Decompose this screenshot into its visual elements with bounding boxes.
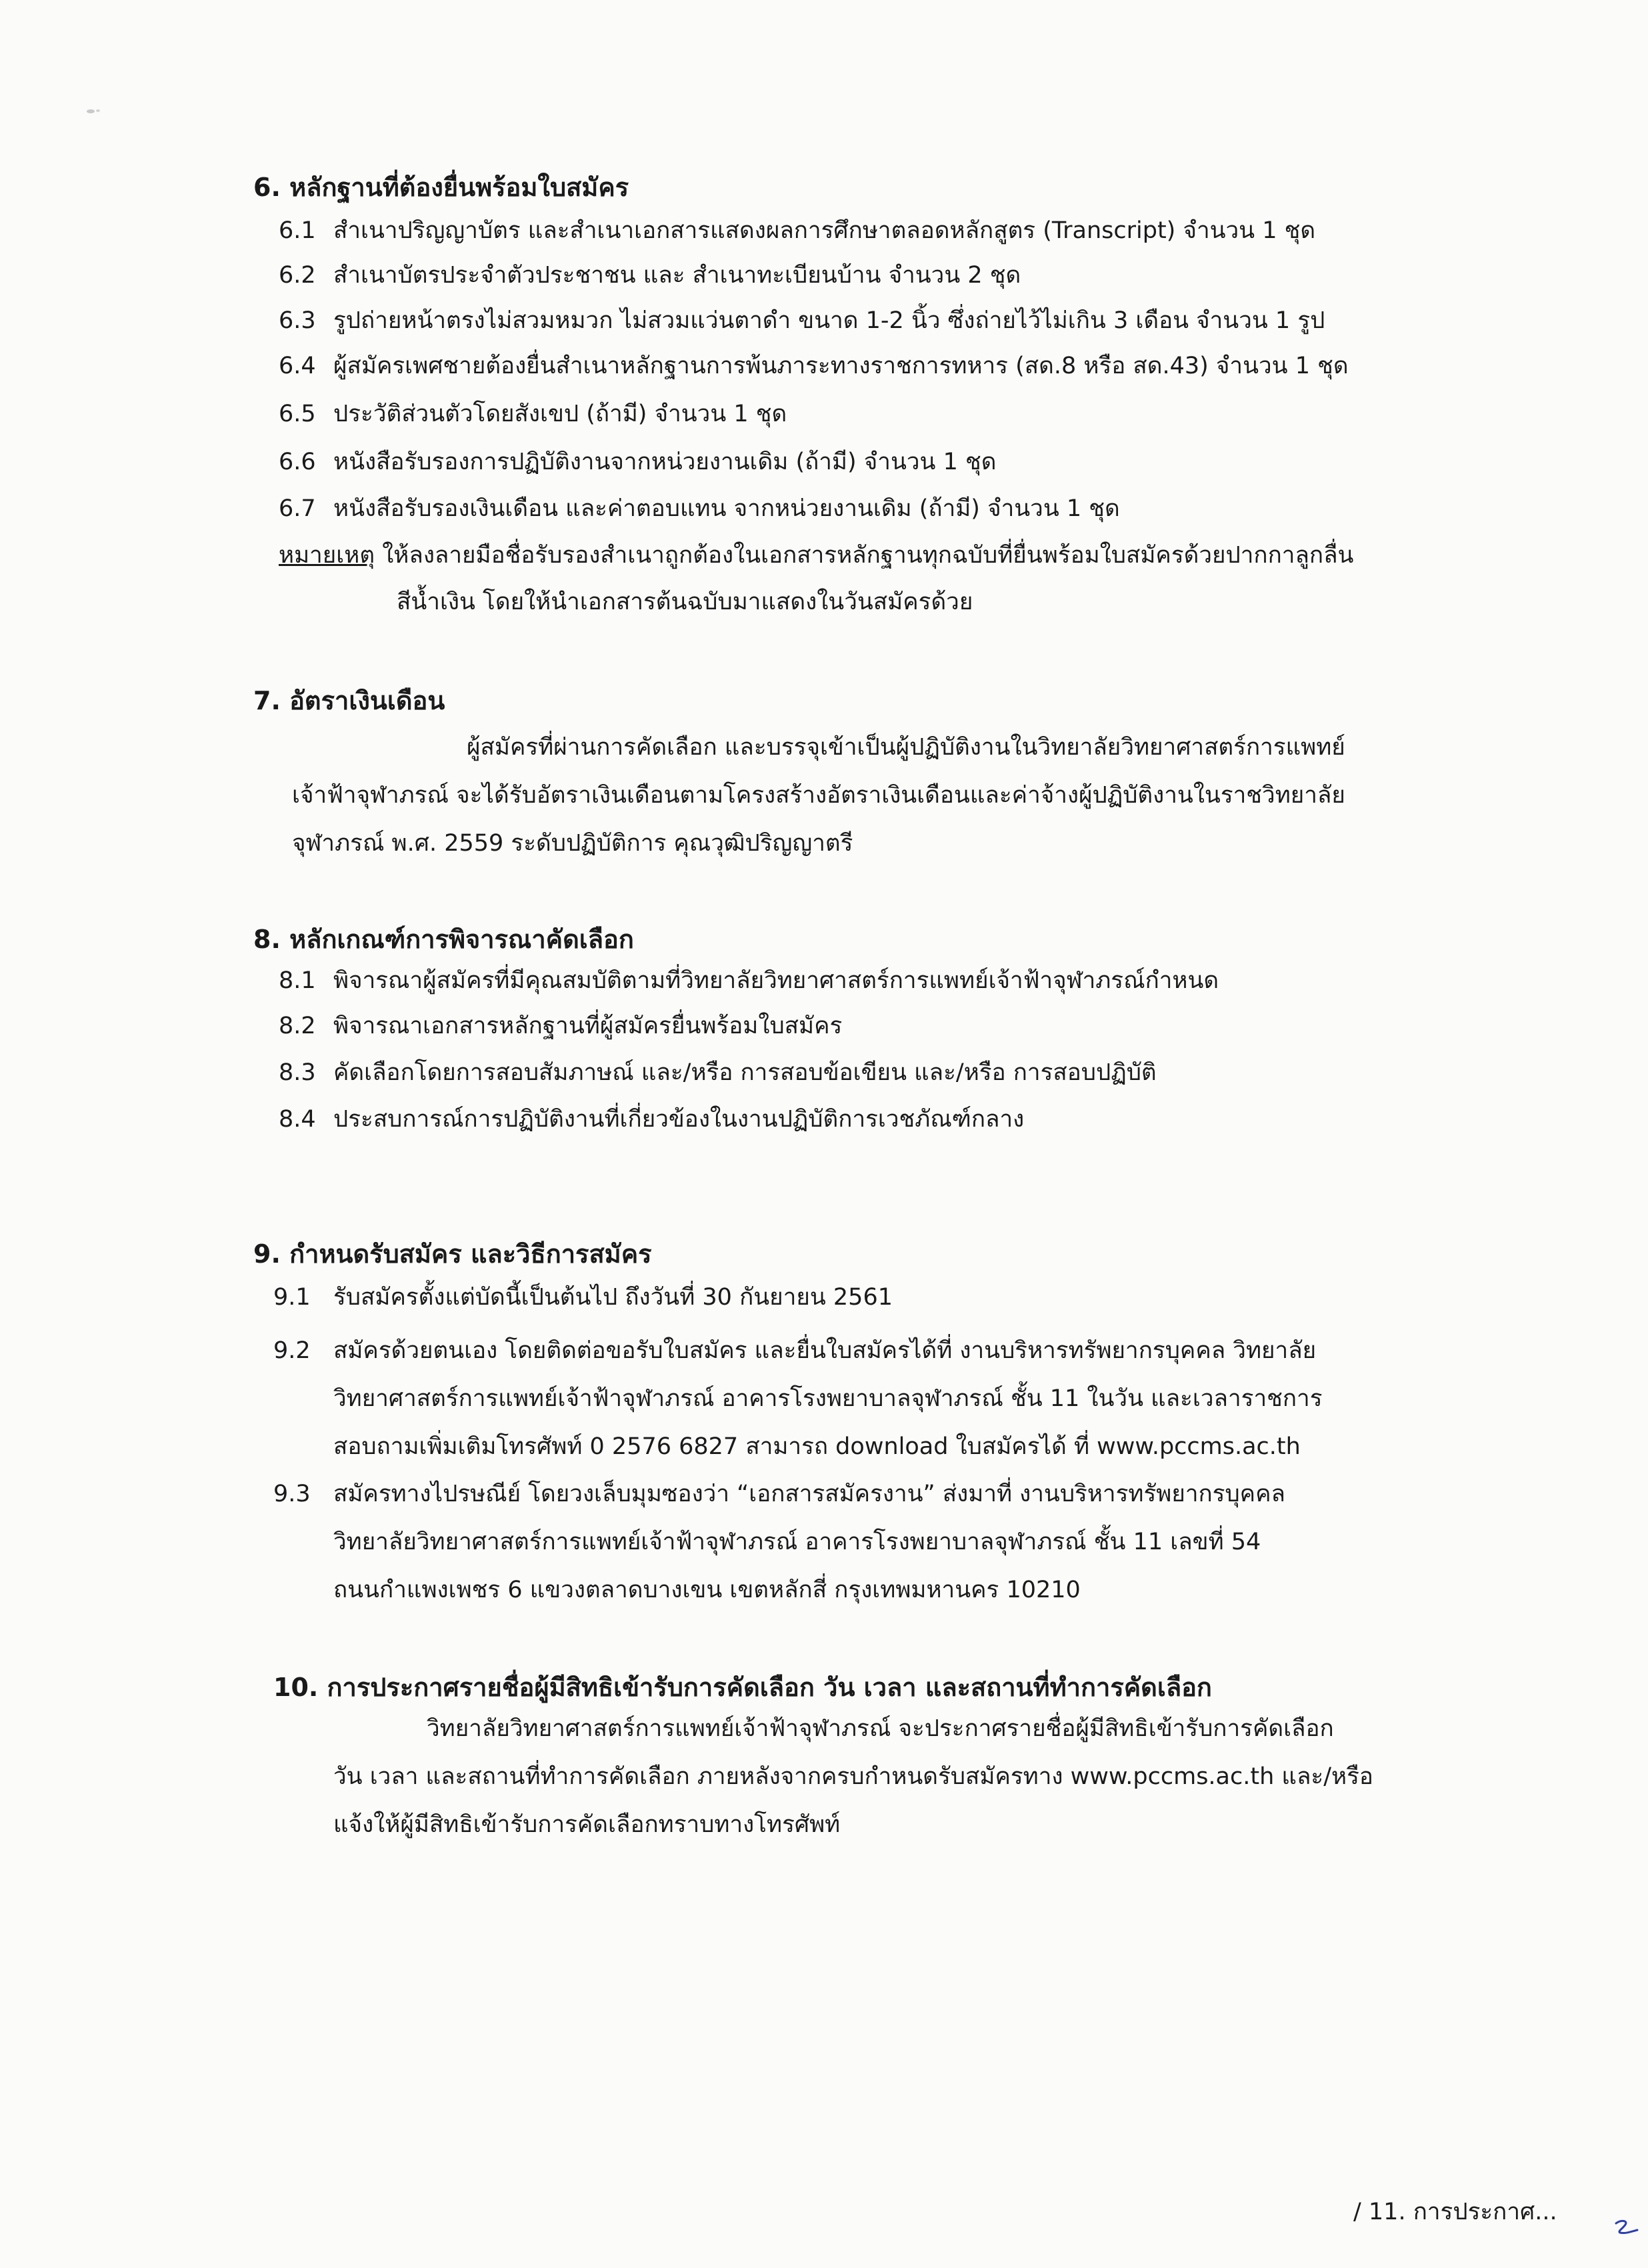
paragraph-line: จุฬาภรณ์ พ.ศ. 2559 ระดับปฏิบัติการ คุณวุฒิปริญญาตรี [292,830,853,857]
item-number: 6.1 [279,217,316,244]
scan-speck [85,108,101,115]
list-item: ผู้สมัครเพศชายต้องยื่นสำเนาหลักฐานการพ้นภาระทางราชการทหาร (สด.8 หรือ สด.43) จำนวน 1 ชุด [333,353,1349,379]
list-item: สมัครทางไปรษณีย์ โดยวงเล็บมุมซองว่า “เอกสารสมัครงาน” ส่งมาที่ งานบริหารทรัพยากรบุคคล [333,1481,1285,1507]
list-item: หนังสือรับรองการปฏิบัติงานจากหน่วยงานเดิม (ถ้ามี) จำนวน 1 ชุด [333,449,997,475]
note-line-2: สีน้ำเงิน โดยให้นำเอกสารต้นฉบับมาแสดงในวันสมัครด้วย [397,589,973,615]
handwritten-mark [1613,2217,1640,2237]
continuation-footer: / 11. การประกาศ... [1353,2199,1557,2225]
paragraph-line: วัน เวลา และสถานที่ทำการคัดเลือก ภายหลังจากครบกำหนดรับสมัครทาง www.pccms.ac.th และ/หรือ [333,1763,1373,1790]
item-number: 6.2 [279,262,316,289]
item-number: 8.3 [279,1059,316,1086]
section-10-heading: 10. การประกาศรายชื่อผู้มีสิทธิเข้ารับการคัดเลือก วัน เวลา และสถานที่ทำการคัดเลือก [273,1673,1212,1702]
paragraph-line: เจ้าฟ้าจุฬาภรณ์ จะได้รับอัตราเงินเดือนตามโครงสร้างอัตราเงินเดือนและค่าจ้างผู้ปฏิบัติงานในราชวิทยาลัย [292,782,1345,809]
list-item: ประสบการณ์การปฏิบัติงานที่เกี่ยวข้องในงานปฏิบัติการเวชภัณฑ์กลาง [333,1106,1025,1133]
paragraph-line: ผู้สมัครที่ผ่านการคัดเลือก และบรรจุเข้าเป็นผู้ปฏิบัติงานในวิทยาลัยวิทยาศาสตร์การแพทย์ [467,734,1345,761]
section-9-heading: 9. กำหนดรับสมัคร และวิธีการสมัคร [253,1239,652,1269]
list-item-continuation: วิทยาศาสตร์การแพทย์เจ้าฟ้าจุฬาภรณ์ อาคารโรงพยาบาลจุฬาภรณ์ ชั้น 11 ในวัน และเวลาราชการ [333,1385,1323,1412]
paragraph-line: แจ้งให้ผู้มีสิทธิเข้ารับการคัดเลือกทราบทางโทรศัพท์ [333,1811,841,1838]
item-number: 9.1 [273,1284,311,1311]
item-number: 6.7 [279,495,316,522]
item-number: 6.3 [279,307,316,334]
list-item-continuation: สอบถามเพิ่มเติมโทรศัพท์ 0 2576 6827 สามารถ download ใบสมัครได้ ที่ www.pccms.ac.th [333,1433,1301,1460]
list-item: รับสมัครตั้งแต่บัดนี้เป็นต้นไป ถึงวันที่ 30 กันยายน 2561 [333,1284,893,1311]
list-item: สำเนาบัตรประจำตัวประชาชน และ สำเนาทะเบียนบ้าน จำนวน 2 ชุด [333,262,1021,289]
note-label: หมายเหตุ [279,542,375,569]
item-number: 9.2 [273,1337,311,1364]
item-number: 6.6 [279,449,316,475]
list-item-continuation: วิทยาลัยวิทยาศาสตร์การแพทย์เจ้าฟ้าจุฬาภรณ์ อาคารโรงพยาบาลจุฬาภรณ์ ชั้น 11 เลขที่ 54 [333,1529,1261,1555]
item-number: 8.2 [279,1013,316,1039]
list-item-continuation: ถนนกำแพงเพชร 6 แขวงตลาดบางเขน เขตหลักสี่ กรุงเทพมหานคร 10210 [333,1577,1081,1603]
list-item: สำเนาปริญญาบัตร และสำเนาเอกสารแสดงผลการศึกษาตลอดหลักสูตร (Transcript) จำนวน 1 ชุด [333,217,1316,244]
item-number: 9.3 [273,1481,311,1507]
note-text: ให้ลงลายมือชื่อรับรองสำเนาถูกต้องในเอกสารหลักฐานทุกฉบับที่ยื่นพร้อมใบสมัครด้วยปากกาลูกลื่น [375,542,1354,569]
item-number: 8.1 [279,967,316,994]
note-line-1 [279,541,1353,569]
list-item: พิจารณาเอกสารหลักฐานที่ผู้สมัครยื่นพร้อมใบสมัคร [333,1013,843,1039]
list-item: รูปถ่ายหน้าตรงไม่สวมหมวก ไม่สวมแว่นตาดำ ขนาด 1-2 นิ้ว ซึ่งถ่ายไว้ไม่เกิน 3 เดือน จำนวน 1 รูป [333,307,1325,334]
paragraph-line: วิทยาลัยวิทยาศาสตร์การแพทย์เจ้าฟ้าจุฬาภรณ์ จะประกาศรายชื่อผู้มีสิทธิเข้ารับการคัดเลือก [427,1715,1334,1742]
section-6-heading: 6. หลักฐานที่ต้องยื่นพร้อมใบสมัคร [253,173,629,202]
list-item: พิจารณาผู้สมัครที่มีคุณสมบัติตามที่วิทยาลัยวิทยาศาสตร์การแพทย์เจ้าฟ้าจุฬาภรณ์กำหนด [333,967,1219,994]
list-item: สมัครด้วยตนเอง โดยติดต่อขอรับใบสมัคร และยื่นใบสมัครได้ที่ งานบริหารทรัพยากรบุคคล วิทยาลัย [333,1337,1317,1364]
list-item: หนังสือรับรองเงินเดือน และค่าตอบแทน จากหน่วยงานเดิม (ถ้ามี) จำนวน 1 ชุด [333,495,1120,522]
item-number: 6.5 [279,401,316,427]
item-number: 8.4 [279,1106,316,1133]
list-item: คัดเลือกโดยการสอบสัมภาษณ์ และ/หรือ การสอบข้อเขียน และ/หรือ การสอบปฏิบัติ [333,1059,1157,1086]
section-7-heading: 7. อัตราเงินเดือน [253,686,445,715]
section-8-heading: 8. หลักเกณฑ์การพิจารณาคัดเลือก [253,925,634,954]
list-item: ประวัติส่วนตัวโดยสังเขป (ถ้ามี) จำนวน 1 ชุด [333,401,787,427]
item-number: 6.4 [279,353,316,379]
